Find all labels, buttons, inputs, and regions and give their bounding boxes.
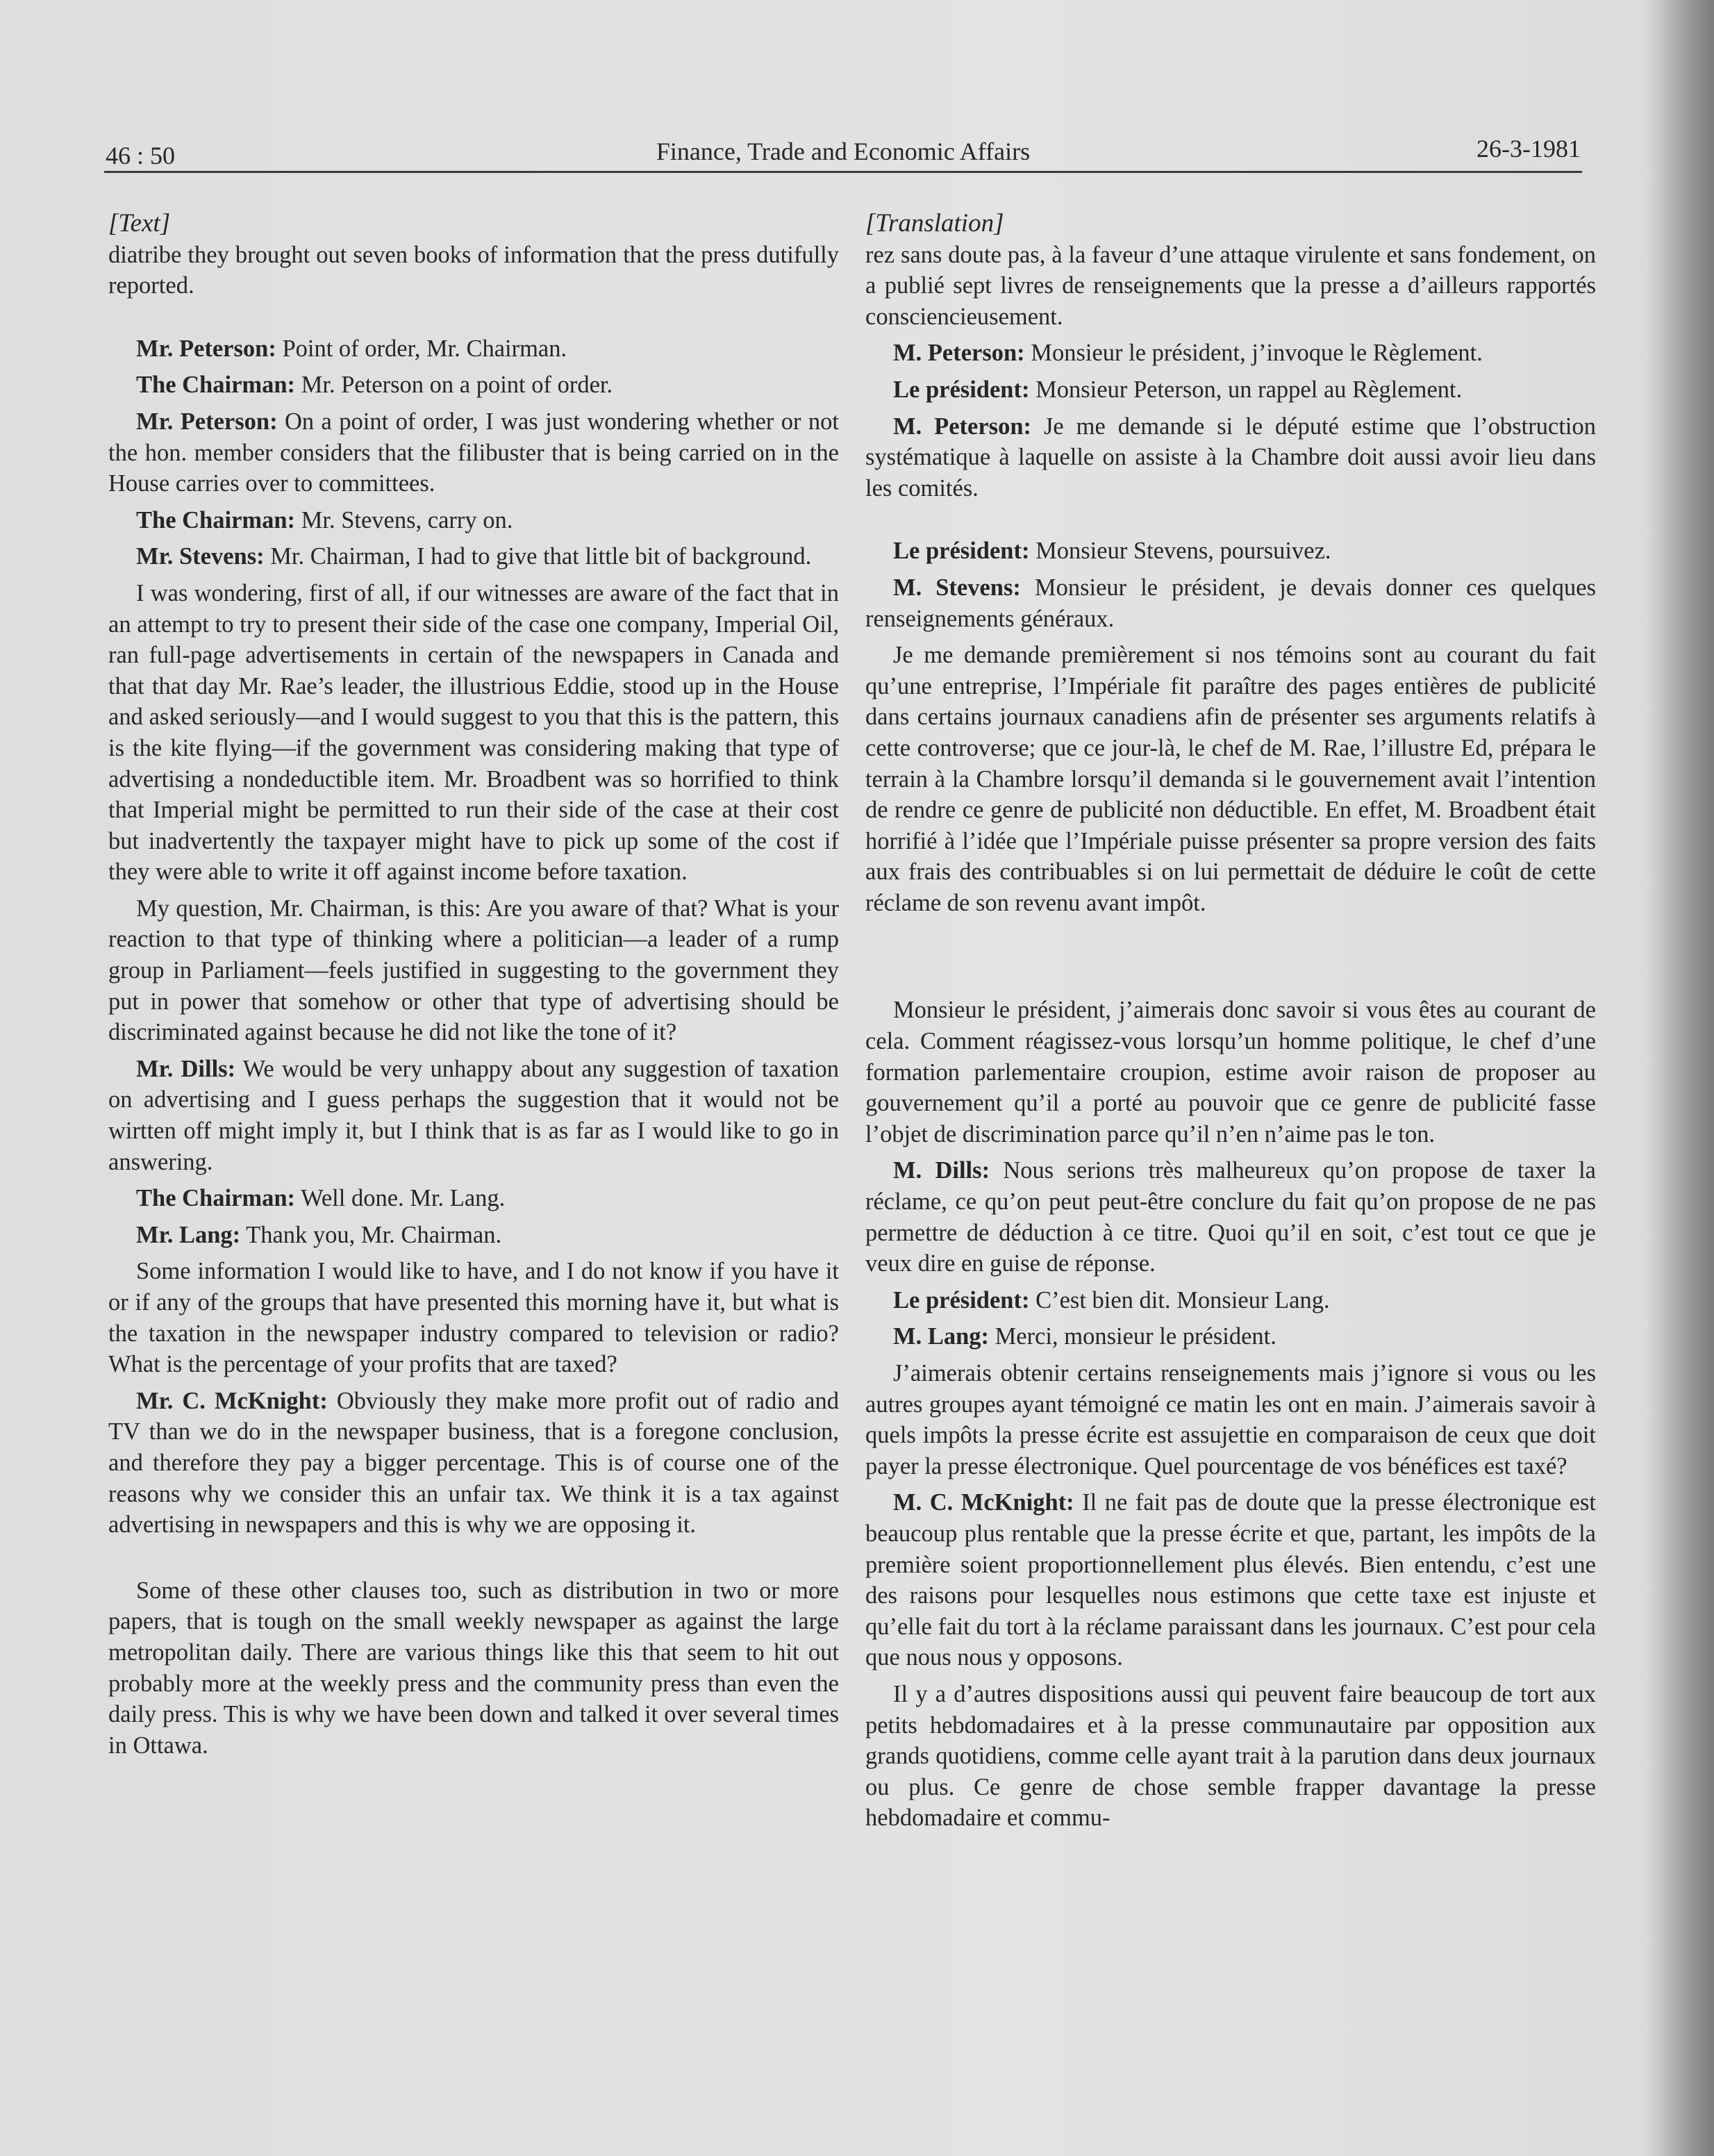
- speaker: M. Dills:: [893, 1157, 990, 1184]
- speaker: M. Lang:: [893, 1323, 989, 1350]
- speech: rez sans doute pas, à la faveur d’une attaque virulente et sans fondement, on a publié sept livres de renseignements que la presse a d’ailleurs rapportés consciencieusement.: [865, 241, 1596, 330]
- paragraph: [108, 505, 839, 536]
- paragraph: [865, 1155, 1596, 1279]
- speech: Well done. Mr. Lang.: [295, 1185, 506, 1212]
- paragraph: [108, 333, 839, 365]
- paragraph: [865, 338, 1596, 369]
- paragraph: [865, 240, 1596, 333]
- speaker: M. Stevens:: [893, 574, 1021, 601]
- speaker: The Chairman:: [136, 372, 296, 399]
- speech: Nous serions très malheureux qu’on propose de taxer la réclame, ce qu’on peut peut-être conclure du fait qu’on propose de ne pas permettre de déduction à ce titre. Quoi qu’il en soit, c’est tout ce que je veux dire en guise de réponse.: [865, 1157, 1596, 1277]
- paragraph: [108, 370, 839, 401]
- speaker: Mr. Peterson:: [136, 408, 278, 435]
- paragraph: [865, 640, 1596, 918]
- paragraph: [108, 1575, 839, 1761]
- speaker: Le président:: [893, 538, 1030, 565]
- speech: Il ne fait pas de doute que la presse électronique est beaucoup plus rentable que la presse écrite et que, partant, les impôts de la première soient proportionnellement plus élevés. Bien entendu, c’est une des raisons pour lesquelles nous estimons que cette taxe est injuste et qu’elle fait du tort à la réclame paraissant dans les journaux. C’est pour cela que nous nous y opposons.: [865, 1489, 1596, 1671]
- speech: Monsieur Peterson, un rappel au Règlement.: [1029, 376, 1463, 403]
- paragraph: [108, 406, 839, 499]
- speech: Point of order, Mr. Chairman.: [276, 335, 567, 362]
- paragraph: [865, 1358, 1596, 1482]
- speaker: M. Peterson:: [893, 413, 1031, 440]
- paragraph: [108, 578, 839, 888]
- speech: Monsieur Stevens, poursuivez.: [1029, 538, 1331, 565]
- speaker: The Chairman:: [136, 506, 296, 533]
- paragraph: [865, 1321, 1596, 1352]
- paragraph: [865, 411, 1596, 504]
- label-text: Translation: [875, 209, 995, 238]
- speech: Mr. Chairman, I had to give that little bit of background.: [264, 543, 812, 570]
- speech: We would be very unhappy about any suggestion of taxation on advertising and I guess perhaps the suggestion that it would not be wirtten off might imply it, but I think that is as far as I would like to go in answering.: [108, 1055, 839, 1175]
- english-column: [108, 208, 839, 1761]
- running-header: [106, 131, 1581, 167]
- speech: Some of these other clauses too, such as distribution in two or more papers, that is tough on the small weekly newspaper as against the large metropolitan daily. There are various things like this that seem to hit out probably more at the weekly press and the community press than even the daily press. This is why we have been down and talked it over several times in Ottawa.: [108, 1577, 839, 1759]
- speech: C’est bien dit. Monsieur Lang.: [1029, 1286, 1330, 1313]
- speaker: Mr. Lang:: [136, 1221, 241, 1248]
- speaker: The Chairman:: [136, 1185, 296, 1212]
- header-date: 26-3-1981: [1476, 135, 1581, 163]
- speech: Monsieur le président, j’invoque le Règlement.: [1024, 340, 1483, 367]
- speech: Monsieur le président, j’aimerais donc savoir si vous êtes au courant de cela. Comment réagissez-vous lorsqu’un homme politique, le chef d’une formation parlementaire croupion, estime avoir raison de proposer au gouvernement qu’il a porté au pouvoir que ce genre de publicité fasse l’objet de discrimination parce qu’il n’en n’aime pas le ton.: [865, 997, 1596, 1147]
- speaker: Mr. Dills:: [136, 1055, 236, 1082]
- header-rule: [104, 171, 1582, 173]
- speaker: M. Peterson:: [893, 340, 1025, 367]
- paragraph: [865, 995, 1596, 1150]
- paragraph: [865, 1285, 1596, 1316]
- speech: Je me demande si le député estime que l’obstruction systématique à laquelle on assiste à la Chambre doit aussi avoir lieu dans les comités.: [865, 413, 1596, 501]
- speaker: Mr. C. McKnight:: [136, 1387, 328, 1414]
- speech: Mr. Peterson on a point of order.: [295, 372, 613, 399]
- speech: Je me demande premièrement si nos témoins sont au courant du fait qu’une entreprise, l’Impériale fit paraître des pages entières de publicité dans certains journaux canadiens afin de présenter ses arguments relatifs à cette controverse; que ce jour-là, le chef de M. Rae, l’illustre Ed, prépara le terrain à la Chambre lorsqu’il demanda si le gouvernement avait l’intention de rendre ce genre de publicité non déductible. En effet, M. Broadbent était horrifié à l’idée que l’Impériale puisse présenter sa propre version des faits aux frais des contribuables si on lui permettait de déduire le coût de cette réclame de son revenu avant impôt.: [865, 642, 1596, 916]
- speaker: Le président:: [893, 1286, 1030, 1313]
- speech: Monsieur le président, je devais donner ces quelques renseignements généraux.: [865, 574, 1596, 632]
- paragraph: [865, 1487, 1596, 1673]
- paragraph: [865, 1679, 1596, 1834]
- label-text: Text: [118, 209, 160, 238]
- paragraph: [108, 541, 839, 572]
- paragraph: [108, 1054, 839, 1177]
- paragraph: [108, 1386, 839, 1541]
- speech: J’aimerais obtenir certains renseignements mais j’ignore si vous ou les autres groupes ayant témoigné ce matin les ont en main. J’aimerais savoir à quels impôts la presse écrite est assujettie en comparaison de ceux que doit payer la presse électronique. Quel pourcentage de vos bénéfices est taxé?: [865, 1360, 1596, 1479]
- paragraph: [865, 572, 1596, 634]
- speech: Some information I would like to have, and I do not know if you have it or if any of the groups that have presented this morning have it, but what is the taxation in the newspaper industry compared to television or radio? What is the percentage of your profits that are taxed?: [108, 1258, 839, 1378]
- paragraph: [108, 1183, 839, 1214]
- french-column: [865, 208, 1596, 1834]
- speech: My question, Mr. Chairman, is this: Are you aware of that? What is your reaction to that type of thinking where a politician—a leader of a rump group in Parliament—feels justified in suggesting to the government they put in power that somehow or other that type of advertising should be discriminated against because he did not like the tone of it?: [108, 895, 839, 1046]
- speech: diatribe they brought out seven books of information that the press dutifully reported.: [108, 241, 839, 299]
- paragraph: [865, 374, 1596, 406]
- speech: Mr. Stevens, carry on.: [295, 506, 513, 533]
- paragraph: [108, 893, 839, 1048]
- speech: On a point of order, I was just wondering whether or not the hon. member considers that the filibuster that is being carried on in the House carries over to committees.: [108, 408, 840, 497]
- column-label: [Translation]: [865, 209, 1004, 238]
- speaker: Mr. Stevens:: [136, 543, 265, 570]
- page-number: 46 : 50: [106, 142, 176, 169]
- speaker: Mr. Peterson:: [136, 335, 276, 362]
- speech: Thank you, Mr. Chairman.: [240, 1221, 502, 1248]
- speech: I was wondering, first of all, if our witnesses are aware of the fact that in an attempt to try to present their side of the case one company, Imperial Oil, ran full-page advertisements in certain of the newspapers in Canada and that that day Mr. Rae’s leader, the illustrious Eddie, stood up in the House and asked seriously—and I would suggest to you that this is the pattern, this is the kite flying—if the government was considering making that type of advertising a nondeductible item. Mr. Broadbent was so horrified to think that Imperial might be permitted to run their side of the case at their cost but inadvertently the taxpayer might have to pick up some of the cost if they were able to write it off against income before taxation.: [108, 579, 839, 886]
- speaker: M. C. McKnight:: [893, 1489, 1074, 1516]
- paragraph: [108, 1220, 839, 1251]
- speech: Merci, monsieur le président.: [989, 1323, 1276, 1350]
- publication-title: Finance, Trade and Economic Affairs: [656, 138, 1031, 165]
- paragraph: [865, 536, 1596, 567]
- speech: Il y a d’autres dispositions aussi qui peuvent faire beaucoup de tort aux petits hebdomadaires et à la presse communautaire par opposition aux grands quotidiens, comme celle ayant trait à la parution dans deux journaux ou plus. Ce genre de chose semble frapper davantage la presse hebdomadaire et commu-: [865, 1680, 1596, 1832]
- paragraph: [108, 240, 839, 301]
- speaker: Le président:: [893, 376, 1030, 403]
- paragraph: [108, 1256, 839, 1379]
- column-label: [Text]: [108, 209, 171, 238]
- speech: Obviously they make more profit out of radio and TV than we do in the newspaper business, that is a foregone conclusion, and therefore they pay a bigger percentage. This is of course one of the reasons why we consider this an unfair tax. We think it is a tax against advertising in newspapers and this is why we are opposing it.: [108, 1387, 839, 1539]
